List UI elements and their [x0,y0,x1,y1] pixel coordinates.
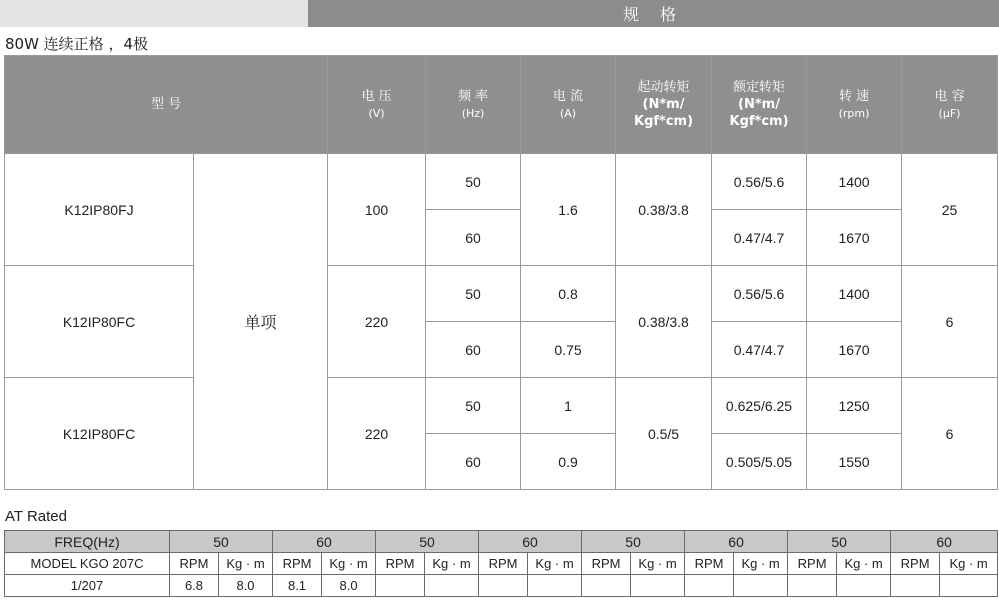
model-name: K12IP80FC [5,378,194,490]
ratio-label: 1/207 [5,575,170,597]
capacitor-value: 6 [902,266,998,378]
rpm-header: RPM [685,553,734,575]
speed-value: 1400 [807,154,902,210]
model-label: MODEL KGO 207C [5,553,170,575]
empty-cell [891,575,940,597]
current-value: 0.9 [521,434,616,490]
speed-value: 1250 [807,378,902,434]
freq-label: FREQ(Hz) [5,531,170,553]
capacitor-value: 25 [902,154,998,266]
table-row [5,154,998,210]
voltage-value: 220 [328,266,426,378]
empty-cell [940,575,998,597]
frequency-value: 50 [426,266,521,322]
frequency-value: 60 [426,322,521,378]
rated-torque-value: 0.47/4.7 [712,322,807,378]
frequency-value: 50 [426,154,521,210]
spec-table [4,55,998,490]
freq-value: 60 [685,531,788,553]
rated-value: 8.0 [322,575,376,597]
rated-value: 6.8 [170,575,219,597]
kgm-header: Kg · m [837,553,891,575]
rpm-header: RPM [273,553,322,575]
freq-value: 50 [582,531,685,553]
empty-cell [376,575,425,597]
empty-cell [734,575,788,597]
rpm-header: RPM [376,553,425,575]
header-model: 型 号 [5,56,328,154]
freq-value: 60 [891,531,998,553]
kgm-header: Kg · m [219,553,273,575]
capacitor-value: 6 [902,378,998,490]
kgm-header: Kg · m [322,553,376,575]
header-title: 规 格 [308,0,999,27]
model-name: K12IP80FC [5,266,194,378]
rated-label: AT Rated [5,508,67,525]
freq-value: 50 [788,531,891,553]
freq-row [5,531,998,553]
rpm-header: RPM [170,553,219,575]
rpm-header: RPM [788,553,837,575]
rated-torque-value: 0.47/4.7 [712,210,807,266]
current-value: 0.8 [521,266,616,322]
kgm-header: Kg · m [734,553,788,575]
start-torque-value: 0.5/5 [616,378,712,490]
voltage-value: 220 [328,378,426,490]
empty-cell [528,575,582,597]
header-bar [0,0,999,27]
freq-value: 60 [479,531,582,553]
rated-value: 8.1 [273,575,322,597]
frequency-value: 60 [426,434,521,490]
freq-value: 50 [376,531,479,553]
empty-cell [788,575,837,597]
voltage-value: 100 [328,154,426,266]
empty-cell [582,575,631,597]
rpm-header: RPM [891,553,940,575]
rpm-header: RPM [582,553,631,575]
header-rated-torque: 额定转矩 (N*m/ Kgf*cm) [712,56,807,154]
model-name: K12IP80FJ [5,154,194,266]
frequency-value: 60 [426,210,521,266]
start-torque-value: 0.38/3.8 [616,154,712,266]
rpm-header: RPM [479,553,528,575]
rated-table [4,530,998,597]
current-value: 1.6 [521,154,616,266]
freq-value: 60 [273,531,376,553]
ratio-row [5,575,998,597]
table-row [5,266,998,322]
header-start-torque: 起动转矩 (N*m/ Kgf*cm) [616,56,712,154]
rated-torque-value: 0.625/6.25 [712,378,807,434]
kgm-header: Kg · m [940,553,998,575]
header-current: 电 流 (A) [521,56,616,154]
start-torque-value: 0.38/3.8 [616,266,712,378]
speed-value: 1550 [807,434,902,490]
speed-value: 1670 [807,322,902,378]
header-voltage: 电 压 (V) [328,56,426,154]
model-row [5,553,998,575]
current-value: 0.75 [521,322,616,378]
kgm-header: Kg · m [631,553,685,575]
phase-type: 单项 [194,154,328,490]
speed-value: 1400 [807,266,902,322]
empty-cell [479,575,528,597]
frequency-value: 50 [426,378,521,434]
speed-value: 1670 [807,210,902,266]
rated-value: 8.0 [219,575,273,597]
table-row [5,378,998,434]
empty-cell [685,575,734,597]
header-frequency: 频 率 (Hz) [426,56,521,154]
empty-cell [631,575,685,597]
spec-subtitle: 80W 连续正格 ，4极 [5,35,148,53]
current-value: 1 [521,378,616,434]
rated-torque-value: 0.505/5.05 [712,434,807,490]
header-capacitor: 电 容 (μF) [902,56,998,154]
rated-torque-value: 0.56/5.6 [712,154,807,210]
freq-value: 50 [170,531,273,553]
rated-torque-value: 0.56/5.6 [712,266,807,322]
empty-cell [425,575,479,597]
header-speed: 转 速 (rpm) [807,56,902,154]
kgm-header: Kg · m [425,553,479,575]
kgm-header: Kg · m [528,553,582,575]
empty-cell [837,575,891,597]
